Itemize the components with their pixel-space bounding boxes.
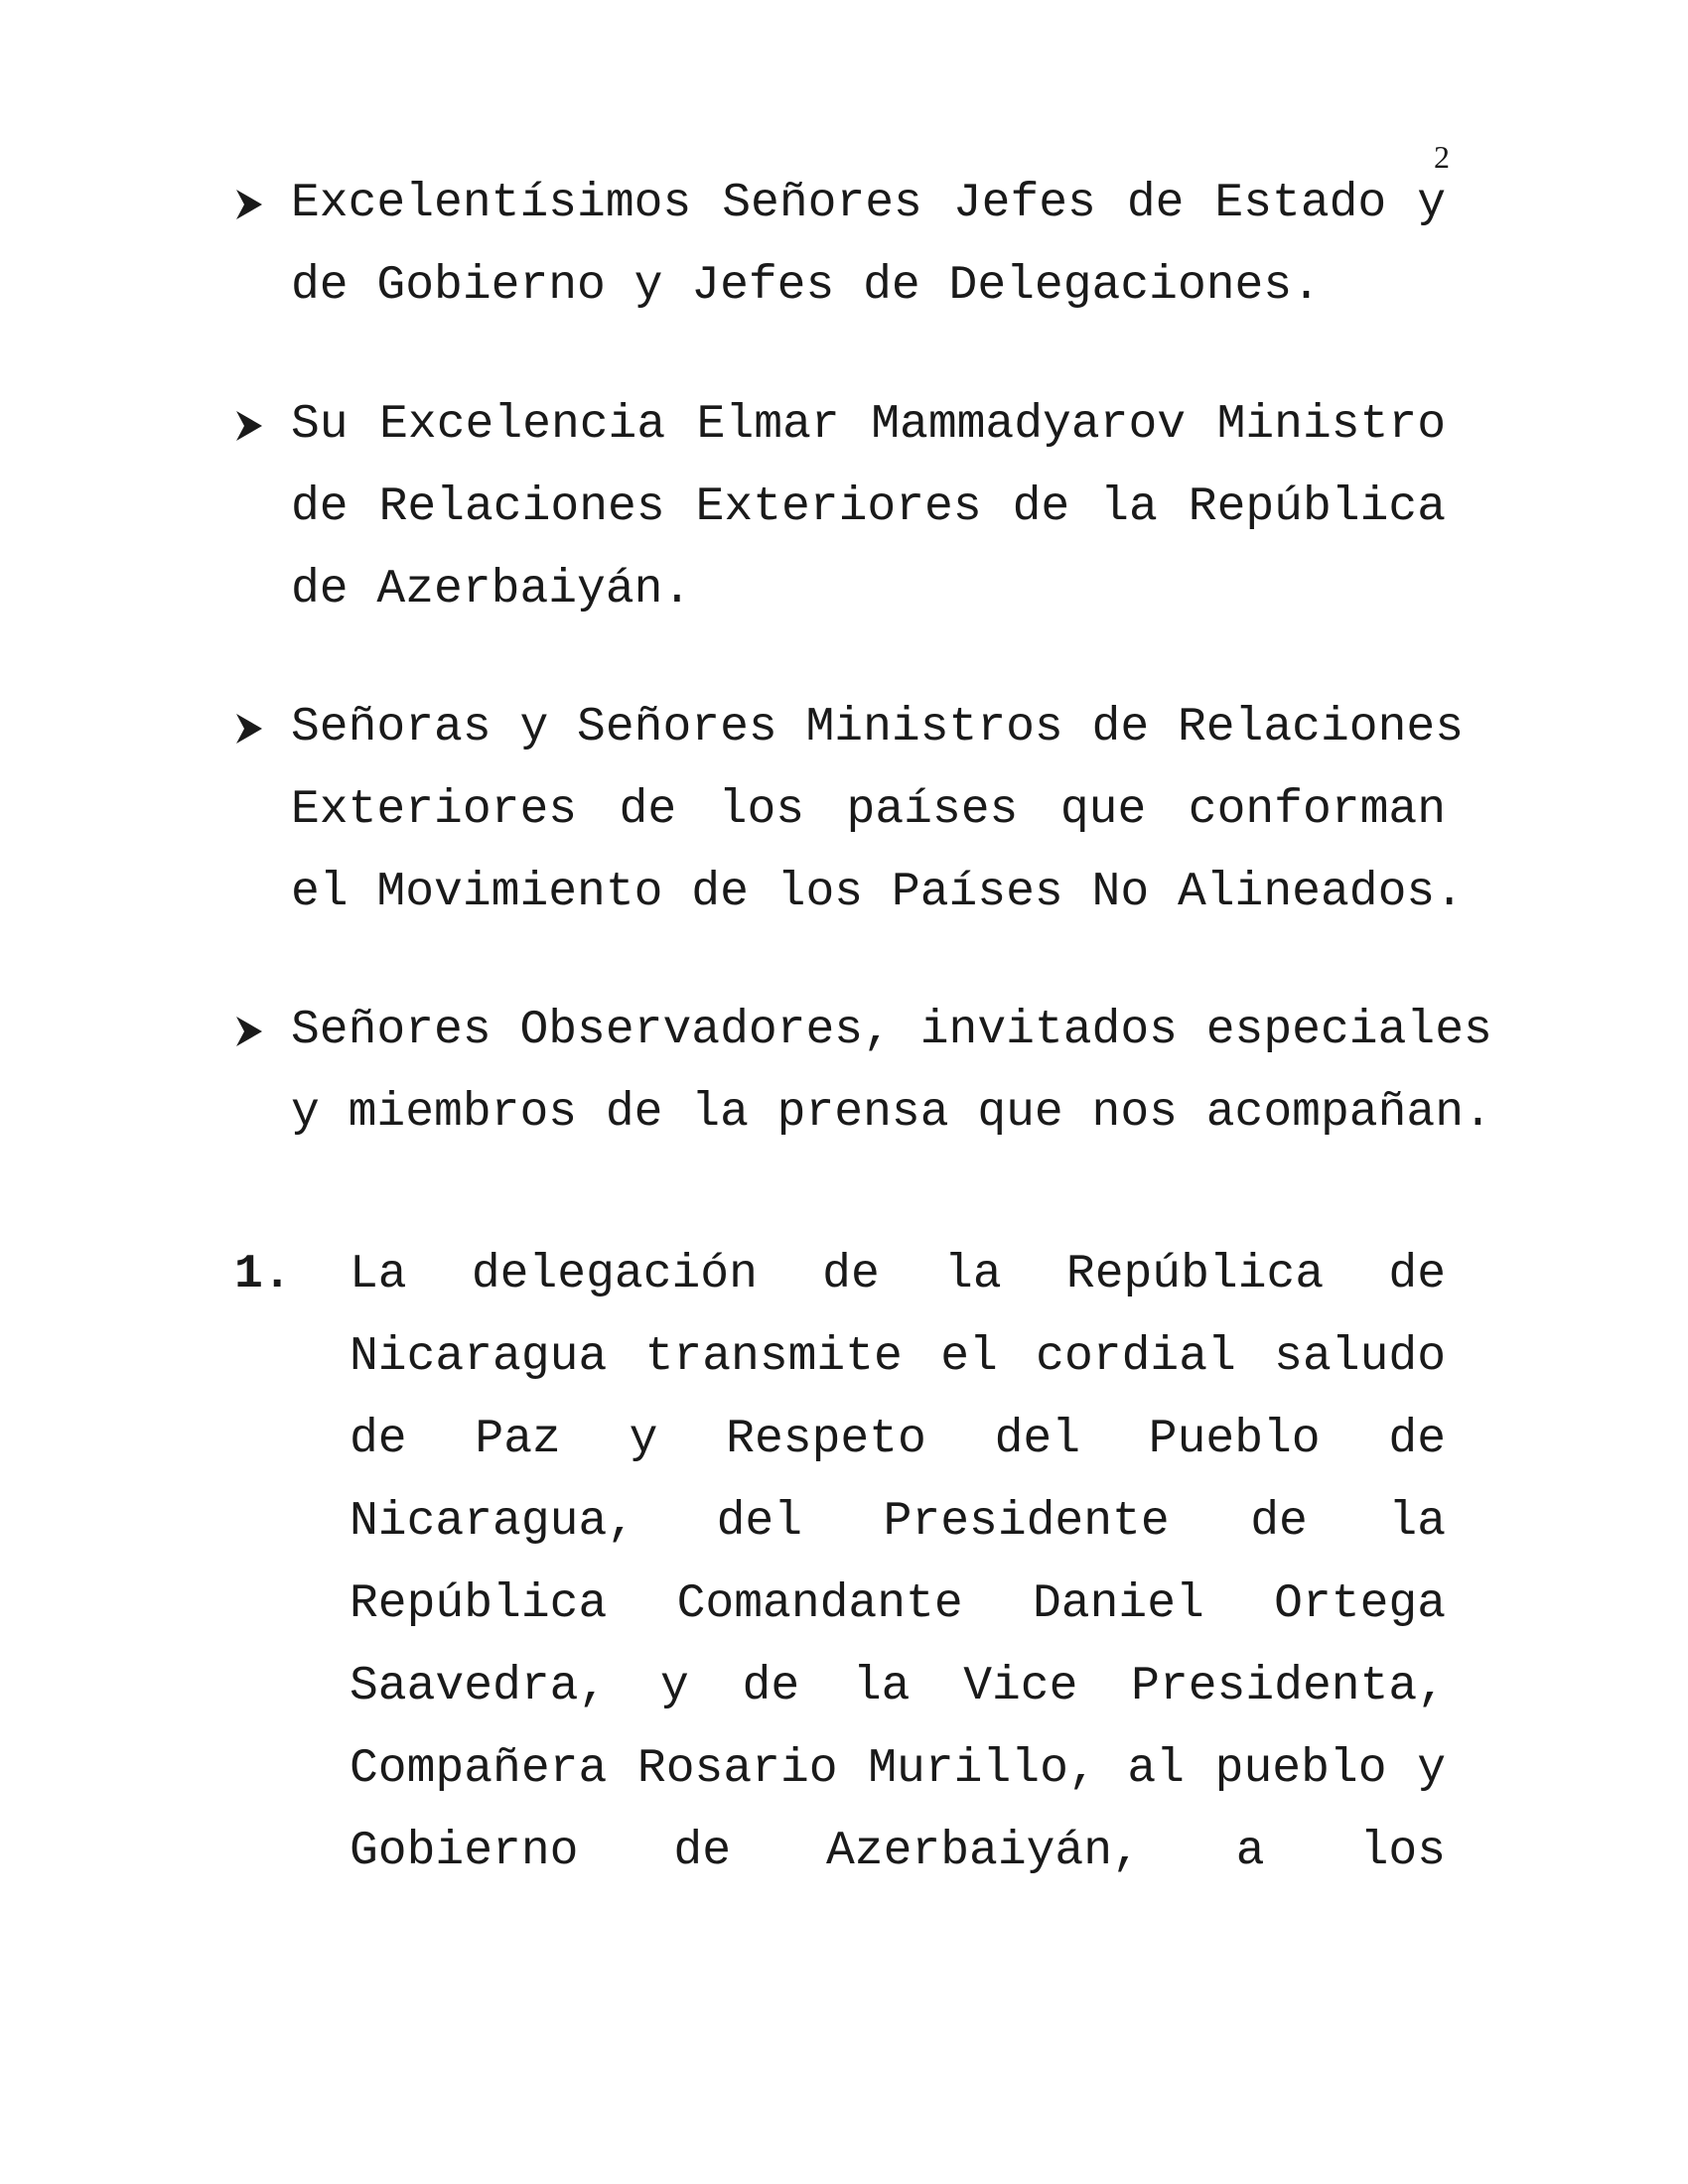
bullet-text-line: Excelentísimos Señores Jefes de Estado y xyxy=(291,177,1446,230)
salutation-bullet xyxy=(234,395,1446,616)
arrowhead-bullet-icon xyxy=(234,188,264,221)
arrowhead-bullet-icon xyxy=(234,712,264,746)
paragraph-text-line: Nicaragua, del Presidente de la xyxy=(350,1495,1446,1549)
page-number: 2 xyxy=(1434,139,1450,175)
salutation-bullet xyxy=(234,174,1446,372)
bullet-text-line: y miembros de la prensa que nos acompañan. xyxy=(291,1086,1492,1140)
paragraph-text-line: Nicaragua transmite el cordial saludo xyxy=(350,1330,1446,1384)
bullet-text-line: Señores Observadores, invitados especiales xyxy=(291,1004,1492,1057)
numbered-paragraph xyxy=(234,1245,1446,1878)
bullet-text-line: Exteriores de los países que conforman xyxy=(291,783,1446,837)
paragraph-text-line: La delegación de la República de xyxy=(350,1248,1446,1301)
bullet-text-line: de Relaciones Exteriores de la República xyxy=(291,480,1446,534)
bullet-text-line: Su Excelencia Elmar Mammadyarov Ministro xyxy=(291,398,1446,452)
bullet-text-line: el Movimiento de los Países No Alineados. xyxy=(291,866,1464,919)
paragraph-text-line: de Paz y Respeto del Pueblo de xyxy=(350,1413,1446,1466)
paragraph-text-line: Gobierno de Azerbaiyán, a los xyxy=(350,1825,1446,1878)
bullet-text-line: de Gobierno y Jefes de Delegaciones. xyxy=(291,259,1321,313)
paragraph-text-line: República Comandante Daniel Ortega xyxy=(350,1577,1446,1631)
arrowhead-bullet-icon xyxy=(234,1015,264,1048)
paragraph-text-line: Compañera Rosario Murillo, al pueblo y xyxy=(350,1742,1446,1796)
salutation-bullet xyxy=(234,698,1464,919)
bullet-text-line: de Azerbaiyán. xyxy=(291,563,692,616)
paragraph-text-line: Saavedra, y de la Vice Presidenta, xyxy=(350,1660,1446,1713)
bullet-text-line: Señoras y Señores Ministros de Relaciones xyxy=(291,701,1464,754)
salutation-bullet xyxy=(234,1001,1492,1199)
paragraph-number: 1. xyxy=(234,1248,292,1301)
arrowhead-bullet-icon xyxy=(234,409,264,443)
